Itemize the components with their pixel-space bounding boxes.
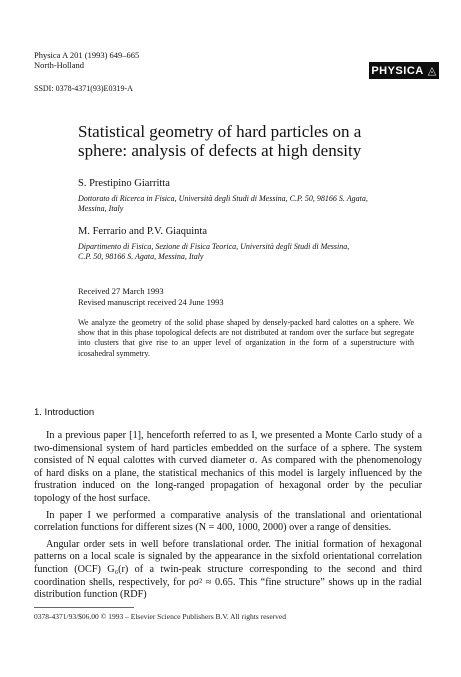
journal-citation: [34, 50, 294, 70]
paragraph: In a previous paper [1], henceforth referred to as I, we presented a Monte Carlo study of a two-dimensional system of hard particles embedded on the surface of a sphere. The system consisted of N equal calottes with curved diameter σ. As compared with the phenomenology of hard disks on a plane, the statistical mechanics of this model is largely influenced by the frustration induced on the long-ranged propagation of hexagonal order by the peculiar topology of the host surface.: [34, 430, 422, 504]
affiliation-line: Dottorato di Ricerca in Fisica, Università degli Studi di Messina, C.P. 50, 98166 S. Agata,: [78, 194, 368, 203]
footer-rule: [34, 607, 134, 608]
received-dates: [78, 286, 224, 308]
section-heading: 1. Introduction: [34, 407, 95, 418]
copyright-footer: 0378-4371/93/$06.00 © 1993 – Elsevier Science Publishers B.V. All rights reserved: [34, 612, 286, 621]
paper-title: [78, 122, 408, 160]
abstract: We analyze the geometry of the solid phase shaped by densely-packed hard calottes on a sphere. We show that in this phase topological defects are not distributed at random over the surface but segregate into clusters that give rise to an upper level of organization in the form of a superstructure with icosahedral symmetry.: [78, 318, 414, 358]
title-line-2: sphere: analysis of defects at high density: [78, 141, 362, 160]
paragraph: In paper I we performed a comparative analysis of the translational and orientational correlation functions for different sizes (N = 400, 1000, 2000) over a range of densities.: [34, 509, 422, 534]
ssdi-identifier: SSDI: 0378-4371(93)E0319-A: [34, 84, 133, 93]
author-name-2: M. Ferrario and P.V. Giaquinta: [78, 226, 207, 237]
paragraph: Angular order sets in well before translational order. The initial formation of hexagonal patterns on a local scale is signaled by the appearance in the sixfold orientational correlation function (OCF) G₆(r) of a twin-peak structure corresponding to the second and third coordination shells, respectively, for ρσ² ≈ 0.65. This “fine structure” shows up in the radial distribution function (RDF): [34, 538, 422, 601]
affiliation-line: Messina, Italy: [78, 204, 124, 213]
author-name-1: S. Prestipino Giarritta: [78, 178, 170, 189]
affiliation-line: C.P. 50, 98166 S. Agata, Messina, Italy: [78, 252, 204, 261]
journal-logo: [369, 62, 439, 79]
received-date: Received 27 March 1993: [78, 286, 164, 296]
affiliation-line: Dipartimento di Fisica, Sezione di Fisica Teorica, Università degli Studi di Messina,: [78, 242, 350, 251]
revised-date: Revised manuscript received 24 June 1993: [78, 297, 224, 307]
logo-text: PHYSICA: [371, 64, 424, 77]
author-affiliation-1: [78, 194, 418, 214]
journal-volume-line: Physica A 201 (1993) 649–665: [34, 50, 140, 60]
body-text: [34, 430, 422, 606]
publisher-line: North-Holland: [34, 60, 85, 70]
author-affiliation-2: [78, 242, 418, 262]
logo-mark-icon: ◬: [427, 65, 437, 77]
title-line-1: Statistical geometry of hard particles on a: [78, 122, 362, 141]
